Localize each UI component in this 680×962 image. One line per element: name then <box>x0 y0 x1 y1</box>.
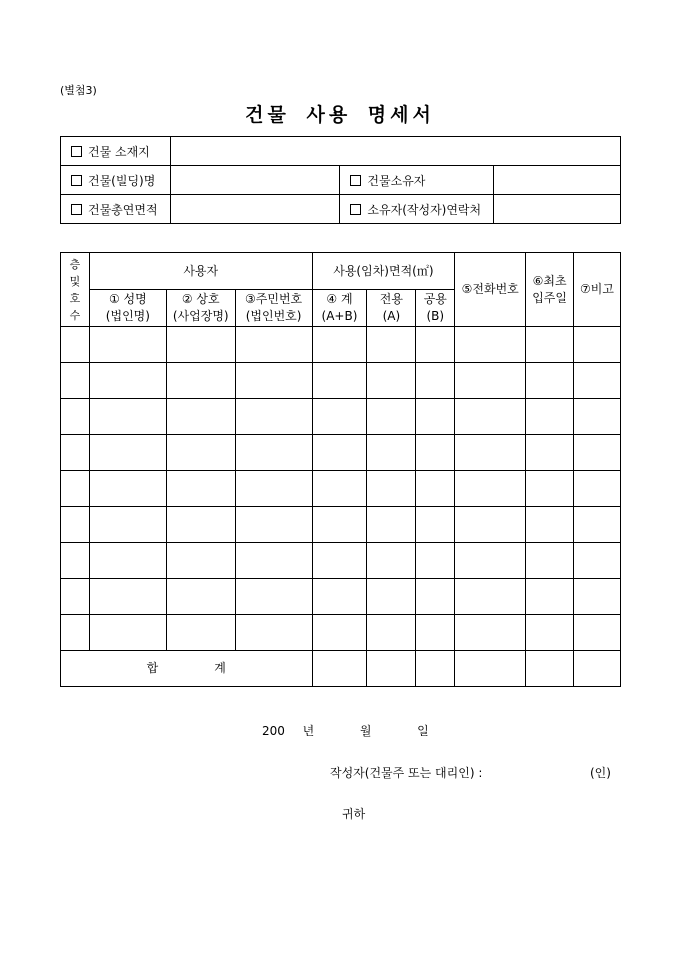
name-header <box>89 290 166 327</box>
checkbox[interactable] <box>350 175 361 186</box>
date-line <box>262 722 429 739</box>
table-cell[interactable] <box>367 471 416 507</box>
total-row-label <box>61 651 313 687</box>
table-cell[interactable] <box>312 543 367 579</box>
floor-area-label: 건물총연면적 <box>88 202 158 217</box>
table-cell[interactable] <box>367 507 416 543</box>
table-cell[interactable] <box>61 399 90 435</box>
table-row <box>61 507 621 543</box>
table-cell[interactable] <box>455 435 526 471</box>
table-cell[interactable] <box>526 543 574 579</box>
floor-header-char: 수 <box>69 308 81 322</box>
table-cell[interactable] <box>166 507 235 543</box>
move-in-header-line: 입주일 <box>532 290 567 305</box>
id-header-line: ③주민번호 <box>245 292 303 306</box>
floor-area-label-cell <box>61 195 171 224</box>
table-cell[interactable] <box>455 615 526 651</box>
common-area-header-line: (B) <box>426 309 445 323</box>
table-cell[interactable] <box>235 615 312 651</box>
location-label: 건물 소재지 <box>88 144 150 159</box>
table-cell[interactable] <box>61 615 90 651</box>
location-label-cell <box>61 137 171 166</box>
addressee: 귀하 <box>342 807 366 821</box>
table-cell[interactable] <box>416 579 455 615</box>
attachment-label: (별첨3) <box>60 84 97 97</box>
checkbox[interactable] <box>71 175 82 186</box>
phone-header: ⑤전화번호 <box>455 253 526 327</box>
date-month-unit: 월 <box>359 724 372 738</box>
total-area-header-line: (A+B) <box>321 309 358 323</box>
total-row <box>61 651 621 687</box>
table-cell[interactable] <box>526 435 574 471</box>
table-row <box>61 435 621 471</box>
total-move-in-cell[interactable] <box>526 651 574 687</box>
id-header-line: (법인번호) <box>245 309 302 323</box>
table-cell[interactable] <box>526 363 574 399</box>
table-cell[interactable] <box>61 363 90 399</box>
table-cell[interactable] <box>574 579 621 615</box>
table-cell[interactable] <box>89 543 166 579</box>
table-cell[interactable] <box>61 471 90 507</box>
name-header-line: ① 성명 <box>108 292 147 306</box>
seal-label: (인) <box>590 766 611 780</box>
table-cell[interactable] <box>416 471 455 507</box>
table-cell[interactable] <box>455 543 526 579</box>
total-area-header-line: ④ 계 <box>326 292 353 306</box>
owner-label-cell <box>340 166 494 195</box>
table-cell[interactable] <box>574 507 621 543</box>
trade-header-line: (사업장명) <box>172 309 229 323</box>
table-cell[interactable] <box>89 399 166 435</box>
table-cell[interactable] <box>416 615 455 651</box>
table-cell[interactable] <box>367 327 416 363</box>
date-year: 200 <box>262 724 285 738</box>
table-cell[interactable] <box>526 399 574 435</box>
total-exclusive-cell[interactable] <box>367 651 416 687</box>
table-cell[interactable] <box>89 363 166 399</box>
table-cell[interactable] <box>312 435 367 471</box>
date-year-unit: 년 <box>302 724 315 738</box>
table-cell[interactable] <box>235 399 312 435</box>
table-cell[interactable] <box>166 543 235 579</box>
total-label-char: 계 <box>214 661 226 675</box>
table-cell[interactable] <box>89 579 166 615</box>
table-cell[interactable] <box>235 435 312 471</box>
table-row <box>61 327 621 363</box>
table-cell[interactable] <box>312 579 367 615</box>
building-name-label-cell <box>61 166 171 195</box>
table-row <box>61 579 621 615</box>
table-cell[interactable] <box>367 435 416 471</box>
table-cell[interactable] <box>416 399 455 435</box>
table-cell[interactable] <box>574 399 621 435</box>
table-row <box>61 471 621 507</box>
table-cell[interactable] <box>455 363 526 399</box>
table-cell[interactable] <box>367 399 416 435</box>
floor-header-char: 호 <box>69 291 81 305</box>
table-cell[interactable] <box>312 615 367 651</box>
table-cell[interactable] <box>235 327 312 363</box>
table-cell[interactable] <box>455 471 526 507</box>
owner-value-cell[interactable] <box>494 166 621 195</box>
checkbox[interactable] <box>71 204 82 215</box>
table-cell[interactable] <box>89 471 166 507</box>
table-cell[interactable] <box>574 363 621 399</box>
total-phone-cell[interactable] <box>455 651 526 687</box>
name-header-line: (법인명) <box>105 309 150 323</box>
checkbox[interactable] <box>350 204 361 215</box>
table-cell[interactable] <box>416 435 455 471</box>
table-cell[interactable] <box>166 399 235 435</box>
table-row <box>61 543 621 579</box>
table-cell[interactable] <box>312 363 367 399</box>
building-name-label: 건물(빌딩)명 <box>88 173 156 188</box>
trade-header-line: ② 상호 <box>181 292 220 306</box>
table-cell[interactable] <box>89 327 166 363</box>
floor-area-value-cell[interactable] <box>170 195 339 224</box>
location-value-cell[interactable] <box>170 137 620 166</box>
floor-unit-header <box>61 253 90 327</box>
contact-label-cell <box>340 195 494 224</box>
building-name-value-cell[interactable] <box>170 166 339 195</box>
table-cell[interactable] <box>235 507 312 543</box>
total-common-cell[interactable] <box>416 651 455 687</box>
table-row <box>61 615 621 651</box>
table-cell[interactable] <box>89 435 166 471</box>
table-cell[interactable] <box>416 507 455 543</box>
table-cell[interactable] <box>61 579 90 615</box>
table-cell[interactable] <box>367 579 416 615</box>
total-label-char: 합 <box>146 661 159 675</box>
id-header <box>235 290 312 327</box>
user-header: 사용자 <box>89 253 312 290</box>
table-cell[interactable] <box>166 363 235 399</box>
move-in-header-line: ⑥최초 <box>532 273 567 288</box>
table-cell[interactable] <box>312 399 367 435</box>
table-cell[interactable] <box>312 327 367 363</box>
floor-header-char: 층 <box>69 257 81 271</box>
table-cell[interactable] <box>574 435 621 471</box>
table-cell[interactable] <box>61 507 90 543</box>
table-cell[interactable] <box>235 579 312 615</box>
table-row <box>61 363 621 399</box>
total-remarks-cell[interactable] <box>574 651 621 687</box>
table-cell[interactable] <box>235 543 312 579</box>
usage-table <box>60 252 621 687</box>
owner-label: 건물소유자 <box>367 173 426 188</box>
exclusive-area-header <box>367 290 416 327</box>
table-cell[interactable] <box>61 327 90 363</box>
table-cell[interactable] <box>526 507 574 543</box>
data-rows <box>61 327 621 651</box>
total-area-cell[interactable] <box>312 651 367 687</box>
exclusive-area-header-line: 전용 <box>379 292 403 306</box>
table-cell[interactable] <box>455 507 526 543</box>
table-cell[interactable] <box>455 327 526 363</box>
table-cell[interactable] <box>166 471 235 507</box>
table-cell[interactable] <box>367 543 416 579</box>
table-cell[interactable] <box>89 507 166 543</box>
table-cell[interactable] <box>166 327 235 363</box>
total-area-header <box>312 290 367 327</box>
table-cell[interactable] <box>416 327 455 363</box>
table-cell[interactable] <box>166 579 235 615</box>
table-cell[interactable] <box>574 471 621 507</box>
date-day-unit: 일 <box>417 724 429 738</box>
area-header: 사용(임차)면적(㎡) <box>312 253 455 290</box>
table-cell[interactable] <box>574 327 621 363</box>
table-cell[interactable] <box>526 327 574 363</box>
table-cell[interactable] <box>312 507 367 543</box>
move-in-header <box>526 253 574 327</box>
exclusive-area-header-line: (A) <box>382 309 401 323</box>
table-cell[interactable] <box>367 615 416 651</box>
table-cell[interactable] <box>526 615 574 651</box>
table-cell[interactable] <box>89 615 166 651</box>
remarks-header: ⑦비고 <box>574 253 621 327</box>
floor-header-char: 및 <box>69 274 81 288</box>
contact-value-cell[interactable] <box>494 195 621 224</box>
table-cell[interactable] <box>526 579 574 615</box>
table-cell[interactable] <box>416 363 455 399</box>
table-cell[interactable] <box>526 471 574 507</box>
table-cell[interactable] <box>574 615 621 651</box>
trade-header <box>166 290 235 327</box>
common-area-header-line: 공용 <box>423 292 447 306</box>
table-cell[interactable] <box>166 615 235 651</box>
page-title: 건물 사용 명세서 <box>245 104 435 126</box>
common-area-header <box>416 290 455 327</box>
table-cell[interactable] <box>574 543 621 579</box>
building-info-table <box>60 136 621 224</box>
table-cell[interactable] <box>367 363 416 399</box>
writer-label: 작성자(건물주 또는 대리인) : <box>330 766 483 780</box>
table-cell[interactable] <box>312 471 367 507</box>
table-cell[interactable] <box>166 435 235 471</box>
table-row <box>61 399 621 435</box>
table-cell[interactable] <box>416 543 455 579</box>
table-cell[interactable] <box>455 399 526 435</box>
table-cell[interactable] <box>61 435 90 471</box>
table-cell[interactable] <box>61 543 90 579</box>
checkbox[interactable] <box>71 146 82 157</box>
table-cell[interactable] <box>235 363 312 399</box>
table-cell[interactable] <box>455 579 526 615</box>
contact-label: 소유자(작성자)연락처 <box>367 202 482 217</box>
table-cell[interactable] <box>235 471 312 507</box>
